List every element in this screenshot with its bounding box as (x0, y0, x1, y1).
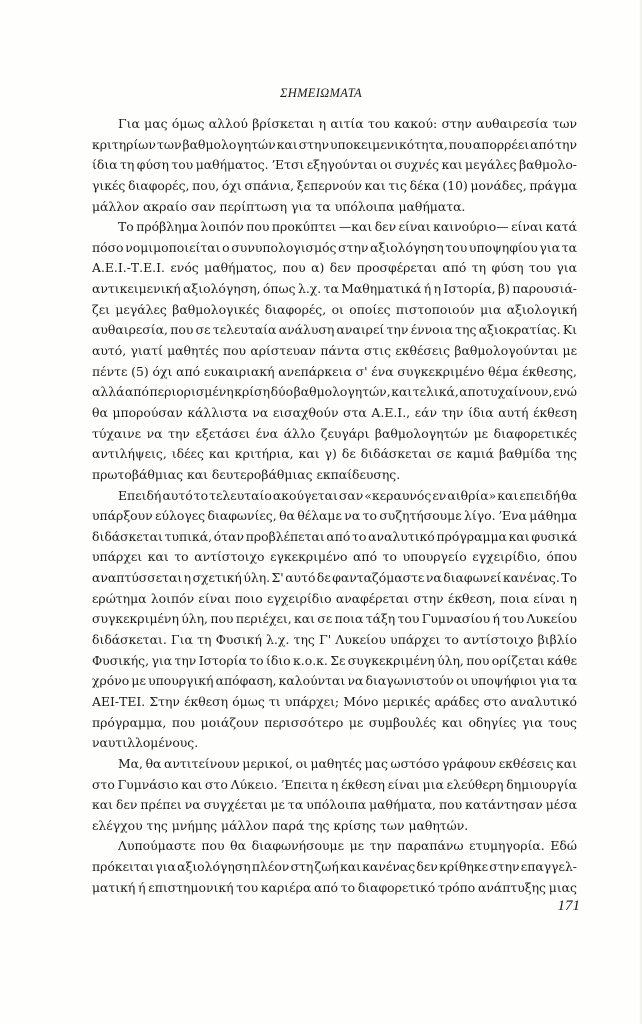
text-line: υπάρξουν εύλογες διαφωνίες, θα θέλαμε να το συζητήσουμε λίγο. ʼΕνα μάθημα (92, 508, 577, 524)
text-line: Φυσικής, για την Ιστορία το ίδιο κ.ο.κ. Σε συγκεκριμένη ύλη, που ορίζεται κάθε (92, 652, 577, 668)
text-line: αναπτύσσεται η σχετική ύλη. Σ' αυτό δε φανταζόμαστε να διαφωνεί κανένας. Το (92, 570, 577, 586)
text-line: συγκεκριμένη ύλη, που περιέχει, και σε ποια τάξη του Γυμνασίου ή του Λυκείου (92, 611, 577, 627)
text-line: Λυπούμαστε που θα διαφωνήσουμε με την παραπάνω ετυμηγορία. Εδώ (118, 838, 577, 854)
text-line: ζει μεγάλες βαθμολογικές διαφορές, οι οποίες πιστοποιούν μια αξιολογική (92, 301, 577, 317)
text-line: υπάρχει και το αντίστοιχο εγκεκριμένο από το υπουργείο εγχειρίδιο, όπου (92, 549, 577, 565)
text-line: ίδια τη φύση του μαθήματος. ʼΕτσι εξηγούνται οι συχνές και μεγάλες βαθμολο- (92, 157, 577, 173)
text-line: αντιλήψεις, ιδέες και κριτήρια, και γ) δε διδάσκεται σε καμιά βαθμίδα της (92, 446, 577, 462)
paragraph (92, 486, 577, 754)
text-line: στο Γυμνάσιο και στο Λύκειο. ʼΕπειτα η έκθεση είναι μια ελεύθερη δημιουργία (92, 776, 577, 792)
text-line: Α.Ε.Ι.-Τ.Ε.Ι. ενός μαθήματος, που α) δεν προσφέρεται από τη φύση του για (92, 260, 577, 276)
text-line: ΑΕΙ-ΤΕΙ. Στην έκθεση όμως τι υπάρχει; Μόνο μερικές αράδες στο αναλυτικό (92, 693, 577, 709)
text-line: Το πρόβλημα λοιπόν που προκύπτει —και δεν είναι καινούριο— είναι κατά (118, 219, 577, 235)
text-line: Μα, θα αντιτείνουν μερικοί, οι μαθητές μας ωστόσο γράφουν εκθέσεις και (118, 755, 577, 771)
text-line: πρόκειται για αξιολόγηση πλέον στη ζωή και κανένας δεν κρίθηκε στην επαγγελ- (92, 859, 577, 875)
text-line: ναυτιλλομένους. (92, 735, 199, 751)
text-line: χρόνο με υπουργική απόφαση, καλούνται να διαγωνιστούν οι υποψήφιοι για τα (92, 673, 577, 689)
page-number: 171 (557, 898, 580, 914)
text-line: ερώτημα λοιπόν είναι ποιο εγχειρίδιο αναφέρεται στην έκθεση, ποια είναι η (92, 590, 577, 606)
text-line: μάλλον ακραίο σαν περίπτωση για τα υπόλοιπα μαθήματα. (92, 198, 466, 214)
text-line: αλλά από περιορισμένη κρίση δύο βαθμολογητών, και τελικά, αποτυχαίνουν, ενώ (92, 384, 577, 400)
text-line: γικές διαφορές, που, όχι σπάνια, ξεπερνούν και τις δέκα (10) μονάδες, πράγμα (92, 177, 577, 193)
paragraph (92, 114, 577, 217)
text-line: πέντε (5) όχι από ευκαιριακή ανεπάρκεια σ' ένα συγκεκριμένο θέμα έκθεσης, (92, 363, 577, 379)
text-line: και δεν πρέπει να συγχέεται με τα υπόλοιπα μαθήματα, που κατάντησαν μέσα (92, 797, 577, 813)
text-line: ελέγχου της μνήμης μάλλον παρά της κρίσης των μαθητών. (92, 817, 469, 833)
running-head-title: ΣΗΜΕΙΩΜΑΤΑ (280, 86, 362, 100)
text-line: αντικειμενική αξιολόγηση, όπως λ.χ. τα Μαθηματικά ή η Ιστορία, β) παρουσιά- (92, 281, 577, 297)
body-text (92, 114, 577, 898)
text-line: Επειδή αυτό το τελευταίο ακούγεται σαν «κεραυνός εν αιθρία» και επειδή θα (118, 487, 577, 503)
text-line: πόσο νομιμοποιείται ο συνυπολογισμός στην αξιολόγηση του υποψηφίου για τα (92, 239, 577, 255)
paragraph (92, 217, 577, 485)
text-line: Για μας όμως αλλού βρίσκεται η αιτία του κακού: στην αυθαιρεσία των (118, 116, 577, 131)
text-line: ματική ή επιστημονική του καριέρα από το διαφορετικό τρόπο ανάπτυξης μιας (92, 879, 577, 895)
text-line: αυθαιρεσία, που σε τελευταία ανάλυση αναιρεί την έννοια της αξιοκρατίας. Κι (92, 322, 577, 338)
text-line: πρόγραμμα, που μοιάζουν περισσότερο με συμβουλές και οδηγίες για τους (92, 714, 577, 730)
text-line: πρωτοβάθμιας και δευτεροβάθμιας εκπαίδευσης. (92, 466, 401, 482)
text-line: κριτηρίων των βαθμολογητών και στην υποκειμενικότητα, που απορρέει από την (92, 136, 577, 152)
text-line: διδάσκεται. Για τη Φυσική λ.χ. της Γ' Λυκείου υπάρχει το αντίστοιχο βιβλίο (92, 632, 577, 648)
text-line: τύχαινε να την εξετάσει ένα άλλο ζευγάρι βαθμολογητών με διαφορετικές (92, 425, 577, 441)
paragraph (92, 754, 577, 837)
text-line: αυτό, γιατί μαθητές που αρίστευαν πάντα στις εκθέσεις βαθμολογούνται με (92, 343, 577, 359)
paragraph (92, 836, 577, 898)
text-line: θα μπορούσαν κάλλιστα να εισαχθούν στα Α.Ε.Ι., εάν την ίδια αυτή έκθεση (92, 404, 577, 420)
text-line: διδάσκεται τυπικά, όταν προβλέπεται από το αναλυτικό πρόγραμμα και φυσικά (92, 528, 577, 544)
